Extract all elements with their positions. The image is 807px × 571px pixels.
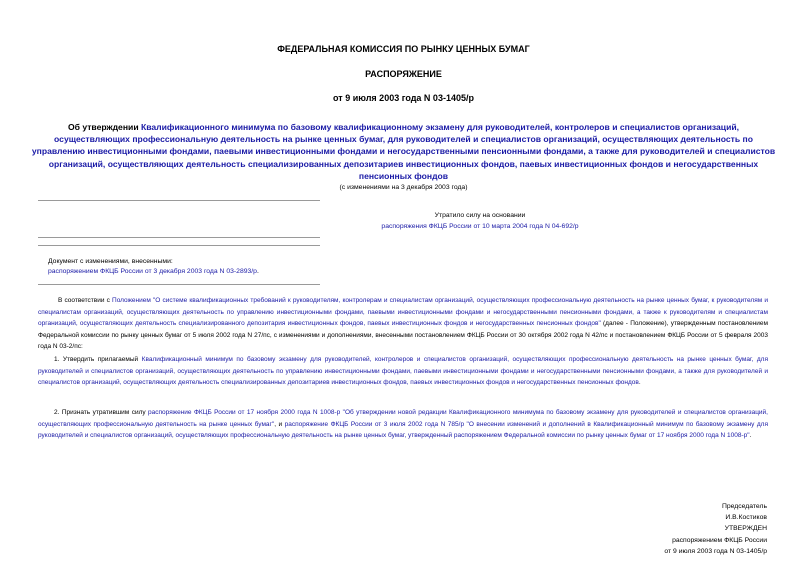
divider — [38, 200, 320, 201]
order-1008-link[interactable]: распоряжение ФКЦБ России от 17 ноября 2000 года N 1008-р "Об утверждении новой редакции Квалификационного минимума по базовому экзамену для руководителей и специалистов организаций, осуществляющих профессиональную деятельность на рынке ценных бумаг" — [38, 409, 768, 428]
document-type: РАСПОРЯЖЕНИЕ — [365, 69, 442, 79]
approval-status: УТВЕРЖДЕН — [724, 525, 767, 533]
preamble-text: В соответствии с — [58, 297, 113, 304]
preamble-paragraph — [38, 295, 768, 353]
signature-name: И.В.Костиков — [725, 514, 767, 522]
order-785-link[interactable]: распоряжение ФКЦБ России от 3 июля 2002 года N 785/р "О внесении изменений и дополнений в Квалификационный минимум по базовому экзамену для руководителей и специалистов организаций, осуществляющих профессиональную деятельность на рынке ценных бумаг, утвержденный распоряжением Федеральной комиссии по рынку ценных бумаг от 17 ноября 2000 года N 1008-р" — [38, 420, 768, 439]
lost-force-link[interactable]: распоряжения ФКЦБ России от 10 марта 2004 года N 04-692/р — [381, 223, 579, 230]
title-link[interactable]: Квалификационного минимума по базовому квалификационному экзамену для руководителей, контролеров и специалистов организаций, осуществляющих профессиональную деятельность на рынке ценных бумаг, для руководителей и специалистов организаций, осуществляющих деятельность по управлению инвестиционными фондами, паевыми инвестиционными фондами и негосударственными пенсионными фондами, а также для руководителей и специалистов организаций, осуществляющих деятельность специализированных депозитариев инвестиционных фондов, паевых инвестиционных фондов и негосударственных пенсионных фондов — [31, 122, 776, 181]
qualification-minimum-link[interactable]: Квалификационный минимум по базовому экзамену для руководителей, контролеров и специалистов организаций, осуществляющих профессиональную деятельность на рынке ценных бумаг, для руководителей и специалистов организаций, осуществляющих деятельность по управлению инвестиционными фондами, паевыми инвестиционными фондами и негосударственными пенсионными фондами, а также для руководителей и специалистов организаций, осуществляющих деятельность специализированных депозитариев инвестиционных фондов, паевых инвестиционных фондов и негосударственных пенсионных фондов — [38, 356, 768, 386]
item-2-text-2: , и — [274, 420, 285, 428]
item-1-suffix: . — [638, 379, 641, 386]
document-title — [30, 121, 777, 182]
divider — [38, 237, 320, 238]
regulation-link[interactable]: Положением "О системе квалификационных требований к руководителям, контролерам и специалистам организаций, осуществляющих профессиональную деятельность на рынке ценных бумаг, к руководителям и специалистам организаций, осуществляющих деятельность по управлению инвестиционными фондами, паевыми инвестиционными фондами и негосударственными пенсионными фондами, а также к руководителям и специалистам организаций, осуществляющих деятельность специализированного депозитария инвестиционных фондов, паевых инвестиционных фондов и негосударственных пенсионных фондов" — [38, 297, 768, 327]
divider — [38, 284, 320, 285]
changes-link[interactable]: распоряжением ФКЦБ России от 3 декабря 2003 года N 03-2893/р — [48, 268, 257, 275]
approval-by: распоряжением ФКЦБ России — [672, 536, 767, 544]
preamble-text-2: (далее - Положение), утвержденным постановлением Федеральной комиссии по рынку ценных бумаг от 5 июля 2002 года N 27/пс, с изменениями и дополнениями, внесенными постановлением ФКЦБ России от 30 октября 2002 года N 42/пс и постановлением ФКЦБ России от 5 февраля 2003 года N 03-2/пс: — [38, 320, 768, 350]
item-1-paragraph — [38, 354, 768, 389]
item-2-text: 2. Признать утратившим силу — [54, 409, 149, 416]
lost-force-label: Утратило силу на основании — [434, 212, 526, 219]
agency-name: ФЕДЕРАЛЬНАЯ КОМИССИЯ ПО РЫНКУ ЦЕННЫХ БУМАГ — [277, 44, 530, 54]
changes-line — [48, 268, 259, 275]
divider — [38, 245, 320, 246]
item-2-paragraph — [38, 407, 768, 442]
item-2-suffix: . — [749, 432, 752, 439]
signature-block — [567, 501, 767, 557]
item-1-text: 1. Утвердить прилагаемый — [54, 356, 142, 363]
amendment-note: (с изменениями на 3 декабря 2003 года) — [339, 184, 468, 191]
changes-label: Документ с изменениями, внесенными: — [48, 258, 173, 265]
changes-suffix: . — [256, 268, 259, 275]
approval-date: от 9 июля 2003 года N 03-1405/р — [664, 547, 767, 555]
title-prefix: Об утверждении — [67, 122, 141, 132]
document-date-number: от 9 июля 2003 года N 03-1405/р — [333, 93, 474, 103]
signature-role: Председатель — [722, 503, 767, 510]
